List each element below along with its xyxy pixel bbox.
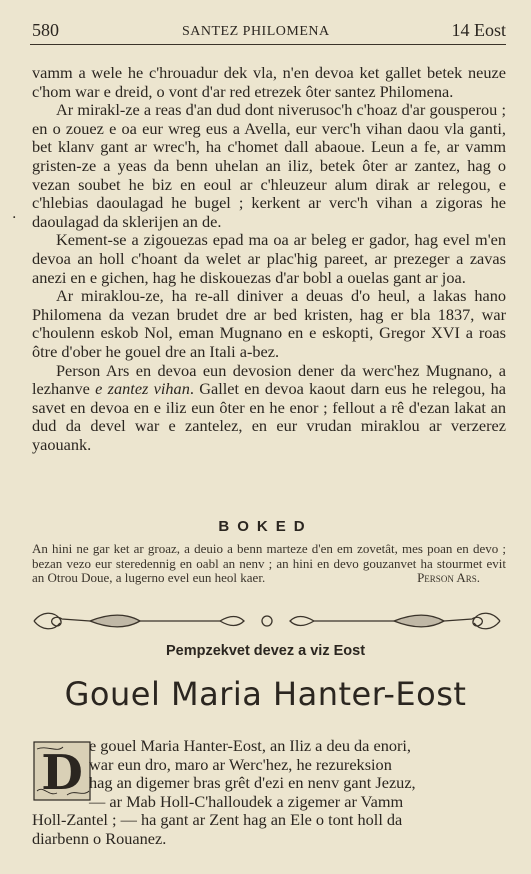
header-rule (30, 44, 506, 45)
running-title: SANTEZ PHILOMENA (182, 24, 330, 39)
paragraph-1: vamm a wele he c'hrouadur dek vla, n'en devoa ket gallet betek neuze c'hom war e dreid, o vont d'ar red etrezek ôter santez Philomena. (32, 63, 506, 101)
para-line-6: diarbenn o Rouanez. (32, 828, 167, 848)
para-line-1: e gouel Maria Hanter-Eost, an Iliz a deu da enori, (89, 736, 411, 755)
paragraph-5-start: Person Ars en devoa eun devosion dener da werc'hez Mugnano, a lezhanve (32, 360, 506, 399)
paragraph-5-italic: e zantez vihan (95, 379, 190, 399)
paragraph-4: Ar miraklou-ze, ha re-all diniver a deuas d'o heul, a lakas hano Philomena da vezan brudet dre ar bed kristen, hag er bla 1837, war c'houlenn eskob Nol, eman Mugnano en e eskopti, Gregor XVI a roas ôtre d'ober he gouel dre an Itali a-bez. (32, 286, 506, 361)
boked-heading: BOKED (218, 518, 313, 535)
opening-paragraph (32, 737, 506, 849)
dropcap-letter: D (41, 745, 83, 801)
margin-dot: . (12, 206, 17, 222)
body-text (32, 64, 506, 454)
para-line-2: war eun dro, maro ar Werc'hez, he rezureksion (89, 754, 392, 774)
paragraph-5 (32, 362, 506, 455)
main-title: Gouel Maria Hanter-Eost (64, 675, 467, 713)
para-line-4: — ar Mab Holl-C'halloudek a zigemer ar Vamm (89, 791, 404, 811)
paragraph-5-end: . Gallet en devoa kaout darn eus he relegou, ha savet en devoa en e iliz eun ôter en he enor ; fellout a rê d'ezan lakat an dud da devel war e zantelez, en eur vrudan miraklou ar verzerez yaouank. (32, 379, 506, 454)
boked-text: An hini ne gar ket ar groaz, a deuio a benn marteze d'en em zovetât, mes poan en devo ; bezan vezo eur steredennig en oabl an nenv ; an hini en devo gouzanvet ha stourmet evit an Otrou Doue, a lugerno evel eun heol kaer. (32, 541, 506, 586)
week-heading: Pempzekvet devez a viz Eost (165, 643, 366, 659)
para-line-3: hag an digemer bras grêt d'ezi en nenv gant Jezuz, (89, 773, 416, 793)
boked-text-block (32, 542, 506, 586)
paragraph-2: Ar mirakl-ze a reas d'an dud dont niverusoc'h c'hoaz d'ar gousperou ; en o zouez e oa eur wreg eus a Avella, eur verc'h vihan daou vla ganti, bet klanv gant ar wrec'h, ha c'homet dall abaoue. Leun a fe, ar vamm gristen-ze a yeas da benn uhelan an iliz, betek ôter ar zantez, hag o vezan soubet he biz en eoul ar c'hleuzeur alum dirak ar relegou, e c'hlebias daoulagad he bugel ; kerkent ar verc'h vihan a zigoras he daoulagad da sklerijen an de. (32, 100, 506, 231)
boked-signature: Person Ars. (417, 570, 480, 586)
page-header (32, 20, 506, 42)
feast-date: 14 Eost (451, 20, 506, 40)
para-line-5: Holl-Zantel ; — ha gant ar Zent hag an Ele o tont holl da (32, 810, 403, 830)
ornamental-divider (30, 605, 504, 637)
paragraph-3: Kement-se a zigouezas epad ma oa ar beleg er gador, hag evel m'en devoa an holl c'hoant da welet ar plac'hig pareet, ar prezeger a zavas anezi en e gichen, hag he diskouezas d'ar bobl a ouelas gant ar joa. (32, 230, 506, 287)
page-number: 580 (32, 20, 59, 40)
